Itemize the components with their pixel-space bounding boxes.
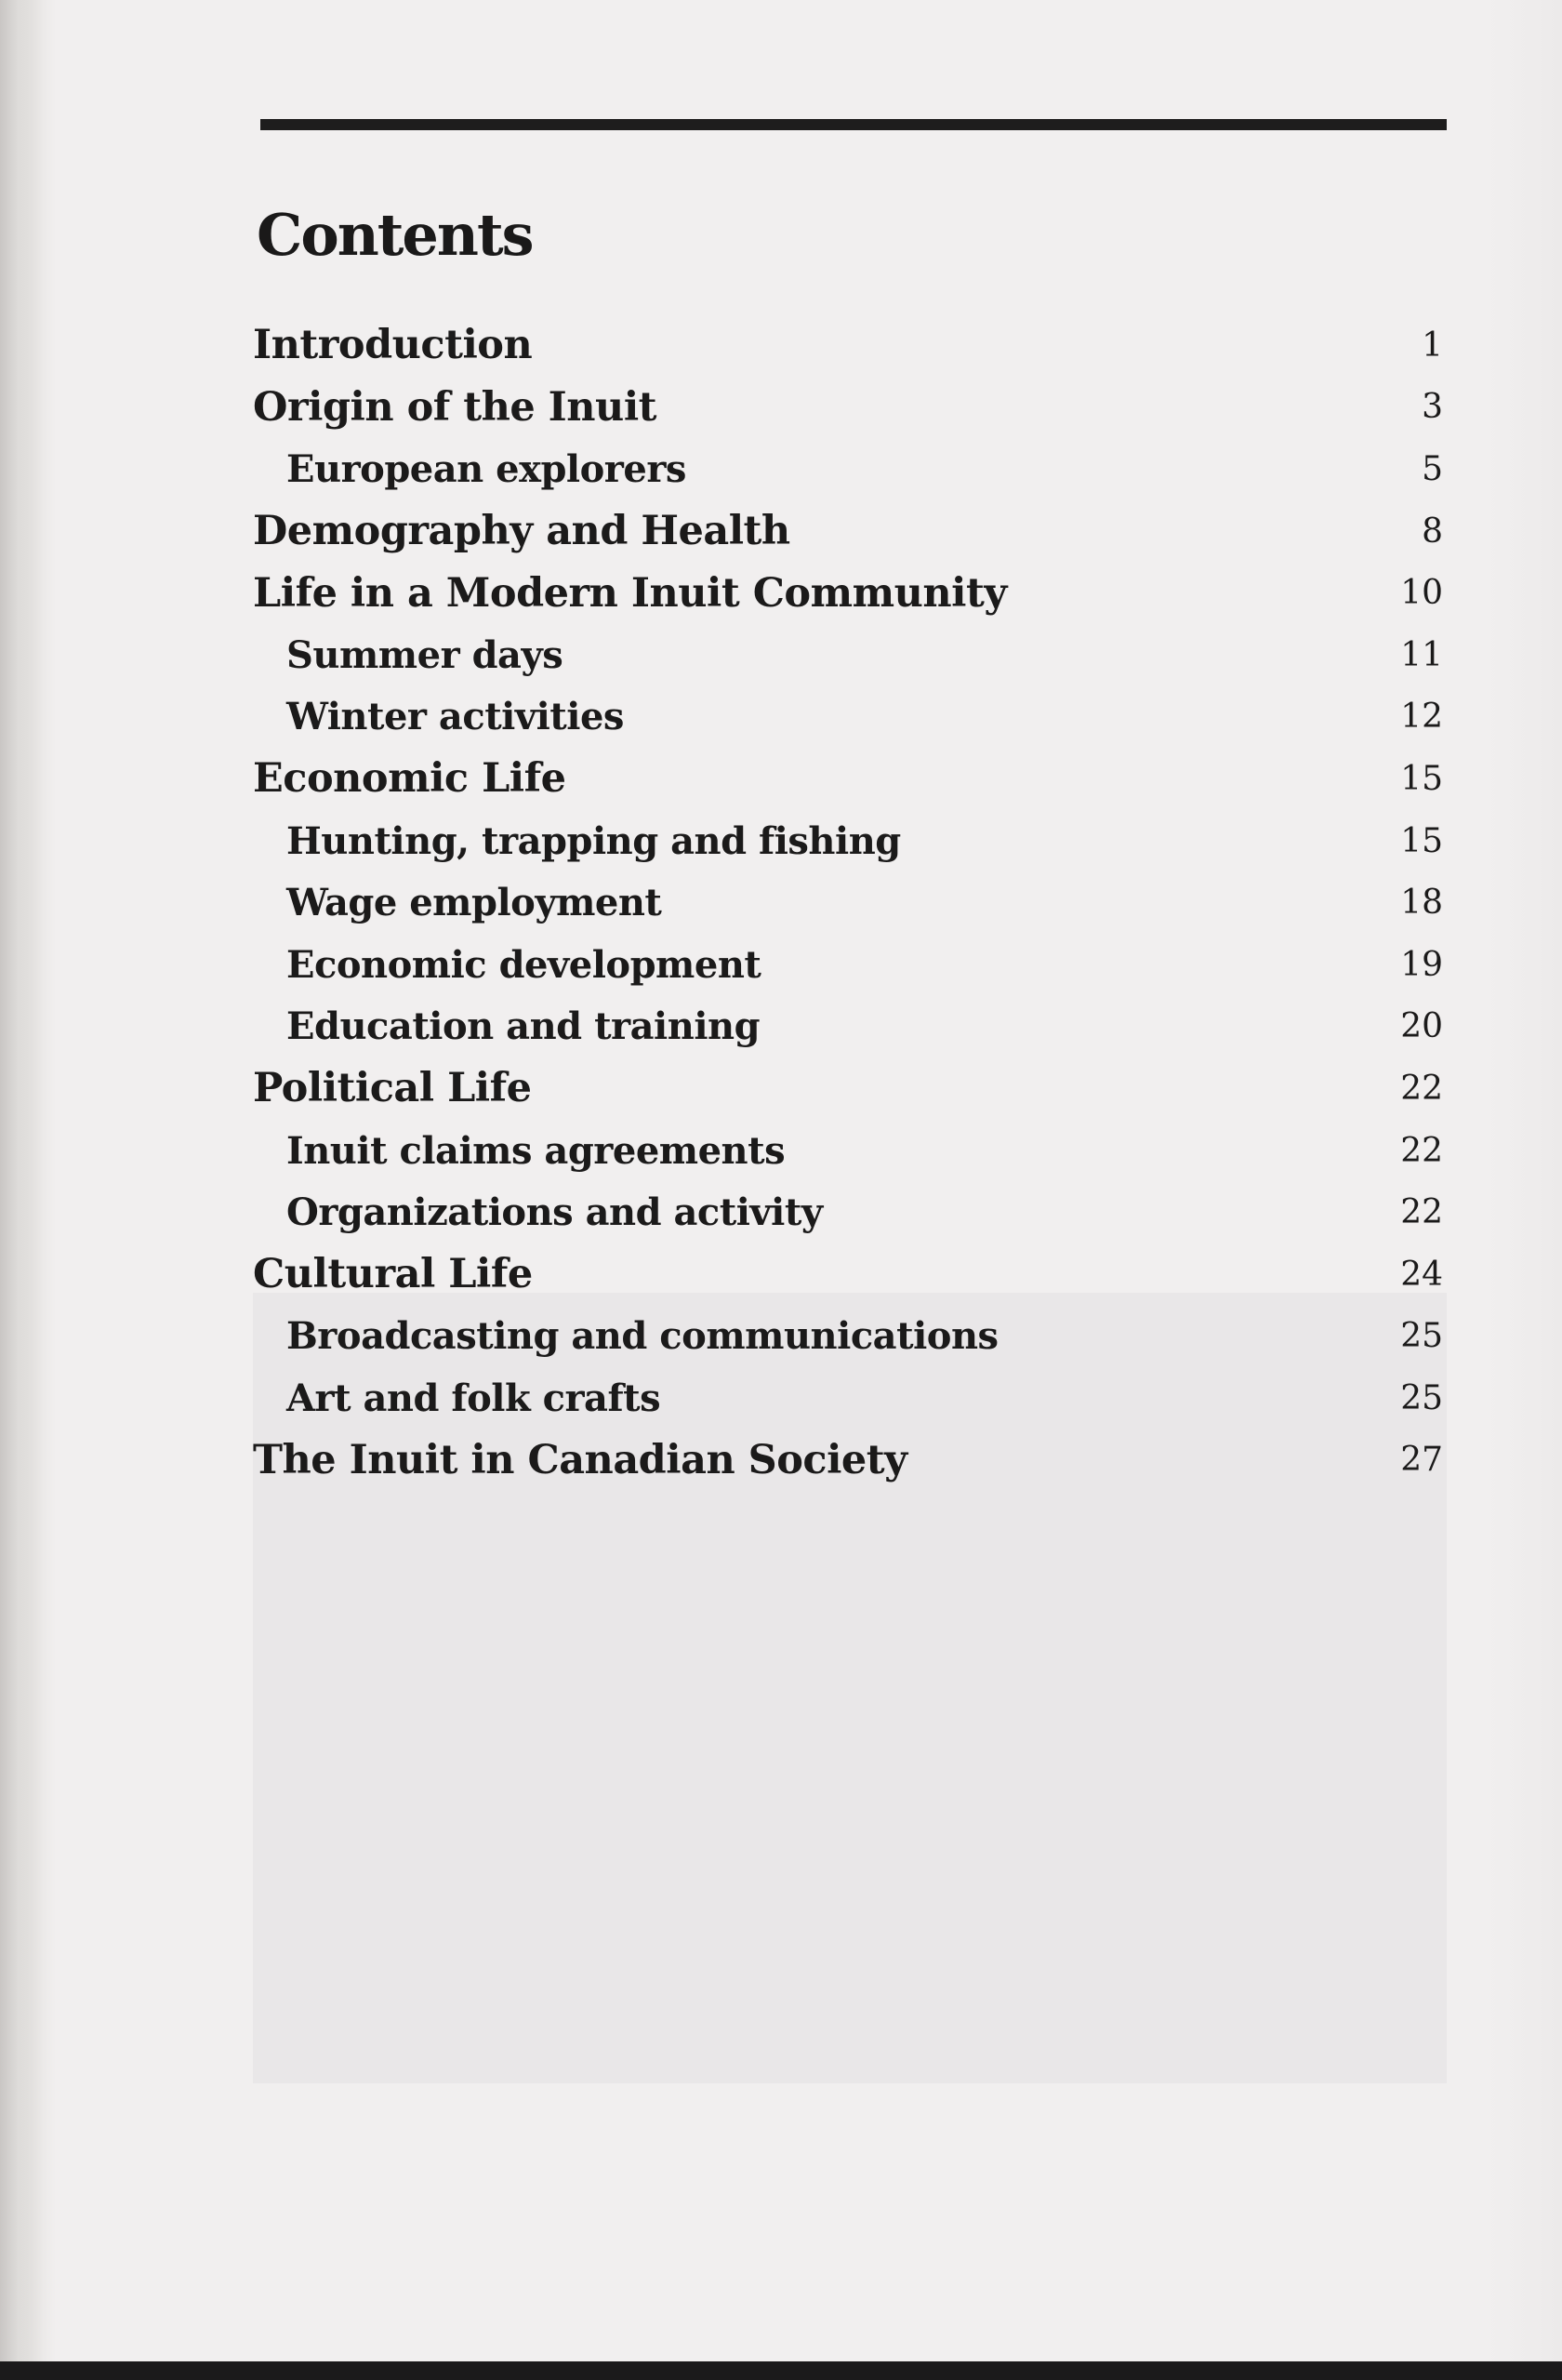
toc-entry-page: 1 [1422, 326, 1443, 365]
toc-entry-label: Demography and Health [253, 508, 790, 555]
toc-entry [253, 1243, 1443, 1306]
toc-subentry [253, 871, 1443, 934]
toc-entry-label: Broadcasting and communications [286, 1314, 999, 1359]
toc-entry-page: 5 [1422, 449, 1443, 488]
toc-entry-page: 10 [1400, 574, 1443, 613]
toc-subentry [253, 996, 1443, 1058]
toc-entry [253, 562, 1443, 624]
toc-entry [253, 377, 1443, 439]
toc-subentry [253, 624, 1443, 686]
toc-entry-page: 15 [1400, 821, 1443, 860]
toc-entry [253, 1057, 1443, 1120]
toc-subentry [253, 934, 1443, 996]
toc-entry-page: 25 [1400, 1378, 1443, 1417]
toc-entry-label: Introduction [253, 322, 533, 369]
toc-entry-page: 27 [1400, 1441, 1443, 1480]
toc-entry-label: Political Life [253, 1065, 532, 1112]
toc-entry-label: Inuit claims agreements [286, 1128, 786, 1173]
toc-entry [253, 1429, 1443, 1492]
toc-entry-page: 20 [1400, 1007, 1443, 1046]
toc-subentry [253, 686, 1443, 749]
toc-entry-label: Wage employment [286, 881, 662, 925]
toc-entry-label: Education and training [286, 1004, 761, 1049]
toc-entry-label: Art and folk crafts [286, 1376, 661, 1420]
toc-entry-page: 3 [1422, 388, 1443, 427]
toc-entry-page: 8 [1422, 512, 1443, 551]
toc-entry-label: European explorers [286, 446, 686, 491]
toc-subentry [253, 438, 1443, 500]
spine-shadow [0, 0, 43, 2380]
toc-entry-page: 24 [1400, 1255, 1443, 1294]
toc-subentry [253, 1120, 1443, 1182]
table-of-contents [253, 314, 1443, 1491]
toc-subentry [253, 1181, 1443, 1243]
toc-entry-page: 25 [1400, 1317, 1443, 1356]
toc-entry-label: The Inuit in Canadian Society [253, 1436, 907, 1483]
page-bottom-edge [0, 2361, 1562, 2380]
toc-entry-label: Summer days [286, 632, 563, 677]
toc-entry-label: Organizations and activity [286, 1190, 823, 1235]
toc-entry-label: Economic Life [253, 755, 566, 803]
toc-entry [253, 748, 1443, 810]
toc-entry-page: 15 [1400, 759, 1443, 798]
toc-entry-label: Life in a Modern Inuit Community [253, 569, 1007, 617]
toc-entry-page: 22 [1400, 1131, 1443, 1170]
toc-entry [253, 314, 1443, 377]
toc-entry-label: Economic development [286, 942, 761, 987]
toc-entry-label: Cultural Life [253, 1251, 533, 1298]
toc-entry-page: 12 [1400, 698, 1443, 737]
toc-entry [253, 500, 1443, 563]
header-rule [260, 119, 1447, 130]
toc-entry-label: Winter activities [286, 695, 624, 739]
page-title: Contents [257, 201, 533, 269]
toc-entry-page: 18 [1400, 884, 1443, 923]
toc-entry-label: Origin of the Inuit [253, 383, 657, 431]
toc-entry-label: Hunting, trapping and fishing [286, 818, 901, 863]
toc-entry-page: 22 [1400, 1069, 1443, 1108]
toc-entry-page: 11 [1400, 635, 1443, 674]
toc-entry-page: 22 [1400, 1193, 1443, 1232]
toc-entry-page: 19 [1400, 945, 1443, 984]
toc-subentry [253, 1367, 1443, 1429]
toc-subentry [253, 810, 1443, 872]
toc-subentry [253, 1306, 1443, 1368]
